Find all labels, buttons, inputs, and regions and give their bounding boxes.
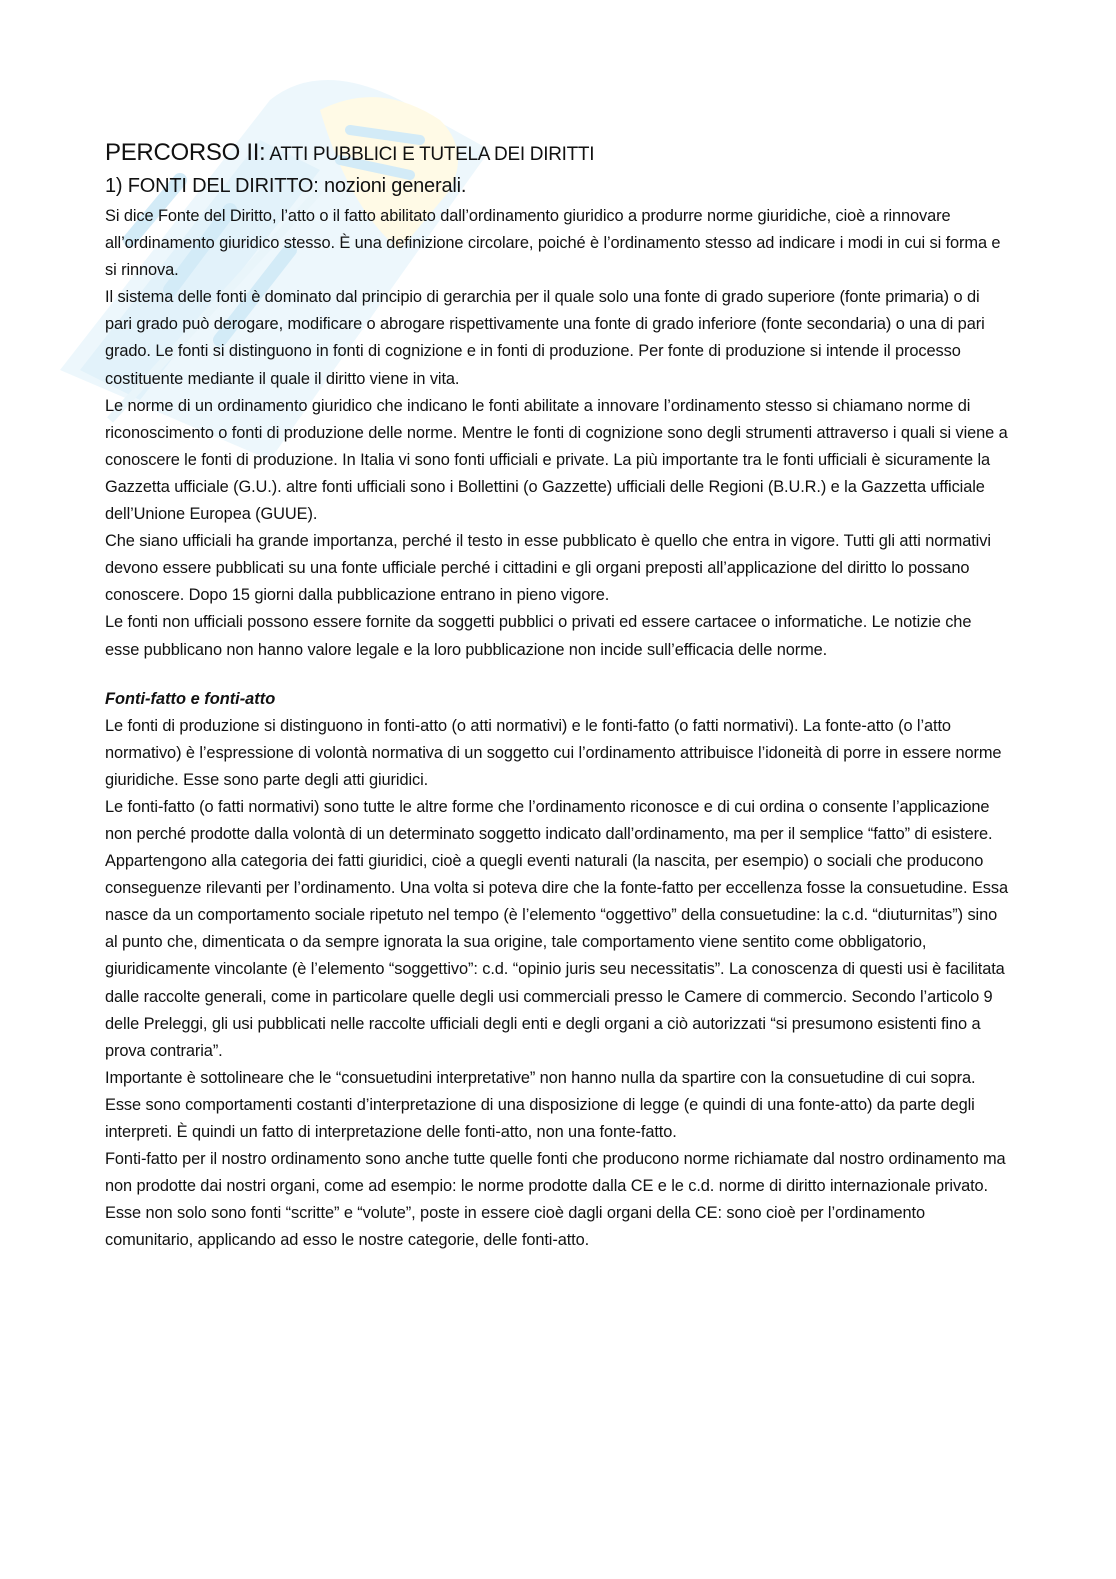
part-heading-title: ATTI PUBBLICI E TUTELA DEI DIRITTI <box>265 144 595 165</box>
paragraph: Le fonti non ufficiali possono essere fornite da soggetti pubblici o privati ed essere cartacee o informatiche. Le notizie che esse pubblicano non hanno valore legale e la loro pubblicazione non incide sull’efficacia delle norme. <box>105 613 972 659</box>
paragraph: Si dice Fonte del Diritto, l’atto o il fatto abilitato dall’ordinamento giuridico a produrre norme giuridiche, cioè a rinnovare all’ordinamento giuridico stesso. È una definizione circolare, poiché è l’ordinamento stesso ad indicare i modi in cui si forma e si rinnova. <box>105 207 1001 280</box>
document-body <box>105 136 1010 1254</box>
section-spacer <box>105 664 1010 686</box>
paragraph: Le fonti-fatto (o fatti normativi) sono tutte le altre forme che l’ordinamento riconosce e di cui ordina o consente l’applicazione non perché prodotte dalla volontà di un determinato soggetto indicato dall’ordinamento, ma per il semplice “fatto” di esistere. Appartengono alla categoria dei fatti giuridici, cioè a quegli eventi naturali (la nascita, per esempio) o sociali che producono conseguenze rilevanti per l’ordinamento. Una volta si poteva dire che la fonte-fatto per eccellenza fosse la consuetudine. Essa nasce da un comportamento sociale ripetuto nel tempo (è l’elemento “oggettivo” della consuetudine: la c.d. “diuturnitas”) sino al punto che, dimenticata o da sempre ignorata la sua origine, tale comportamento viene sentito come obbligatorio, giuridicamente vincolante (è l’elemento “soggettivo”: c.d. “opinio juris seu necessitatis”. La conoscenza di questi usi è facilitata dalle raccolte generali, come in particolare quelle degli usi commerciali presso le Camere di commercio. Secondo l’articolo 9 delle Preleggi, gli usi pubblicati nelle raccolte ufficiali degli enti e degli organi a ciò autorizzati “si presumono esistenti fino a prova contraria”. <box>105 797 1008 1060</box>
part-heading <box>105 136 1010 171</box>
paragraph: Che siano ufficiali ha grande importanza, perché il testo in esse pubblicato è quello che entra in vigore. Tutti gli atti normativi devono essere pubblicati su una fonte ufficiale perché i cittadini e gli organi preposti all’applicazione del diritto lo possano conoscere. Dopo 15 giorni dalla pubblicazione entrano in pieno vigore. <box>105 532 991 605</box>
paragraph: Il sistema delle fonti è dominato dal principio di gerarchia per il quale solo una fonte di grado superiore (fonte primaria) o di pari grado può derogare, modificare o abrogare rispettivamente una fonte di grado inferiore (fonte secondaria) o una di pari grado. Le fonti si distinguono in fonti di cognizione e in fonti di produzione. Per fonte di produzione si intende il processo costituente mediante il quale il diritto viene in vita. <box>105 288 985 388</box>
paragraph: Fonti-fatto per il nostro ordinamento sono anche tutte quelle fonti che producono norme richiamate dal nostro ordinamento ma non prodotte dai nostri organi, come ad esempio: le norme prodotte dalla CE e le c.d. norme di diritto internazionale privato. Esse non solo sono fonti “scritte” e “volute”, poste in essere cioè dagli organi della CE: sono cioè per l’ordinamento comunitario, applicando ad esso le nostre categorie, delle fonti-atto. <box>105 1150 1006 1250</box>
part-heading-prefix: PERCORSO II: <box>105 139 266 166</box>
paragraph: Le norme di un ordinamento giuridico che indicano le fonti abilitate a innovare l’ordinamento stesso si chiamano norme di riconoscimento o fonti di produzione delle norme. Mentre le fonti di cognizione sono degli strumenti attraverso i quali si viene a conoscere le fonti di produzione. In Italia vi sono fonti ufficiali e private. La più importante tra le fonti ufficiali è sicuramente la Gazzetta ufficiale (G.U.). altre fonti ufficiali sono i Bollettini (o Gazzette) ufficiali delle Regioni (B.U.R.) e la Gazzetta ufficiale dell’Unione Europea (GUUE). <box>105 396 1008 524</box>
paragraph: Importante è sottolineare che le “consuetudini interpretative” non hanno nulla da spartire con la consuetudine di cui sopra. Esse sono comportamenti costanti d’interpretazione di una disposizione di legge (e quindi di una fonte-atto) da parte degli interpreti. È quindi un fatto di interpretazione delle fonti-atto, non una fonte-fatto. <box>105 1068 976 1141</box>
section-heading-2: Fonti-fatto e fonti-atto <box>105 689 276 708</box>
section-heading-1: 1) FONTI DEL DIRITTO: nozioni generali. <box>105 175 467 197</box>
paragraph: Le fonti di produzione si distinguono in fonti-atto (o atti normativi) e le fonti-fatto (o fatti normativi). La fonte-atto (o l’atto normativo) è l’espressione di volontà normativa di un soggetto cui l’ordinamento attribuisce l’idoneità di porre in essere norme giuridiche. Esse sono parte degli atti giuridici. <box>105 716 1002 789</box>
